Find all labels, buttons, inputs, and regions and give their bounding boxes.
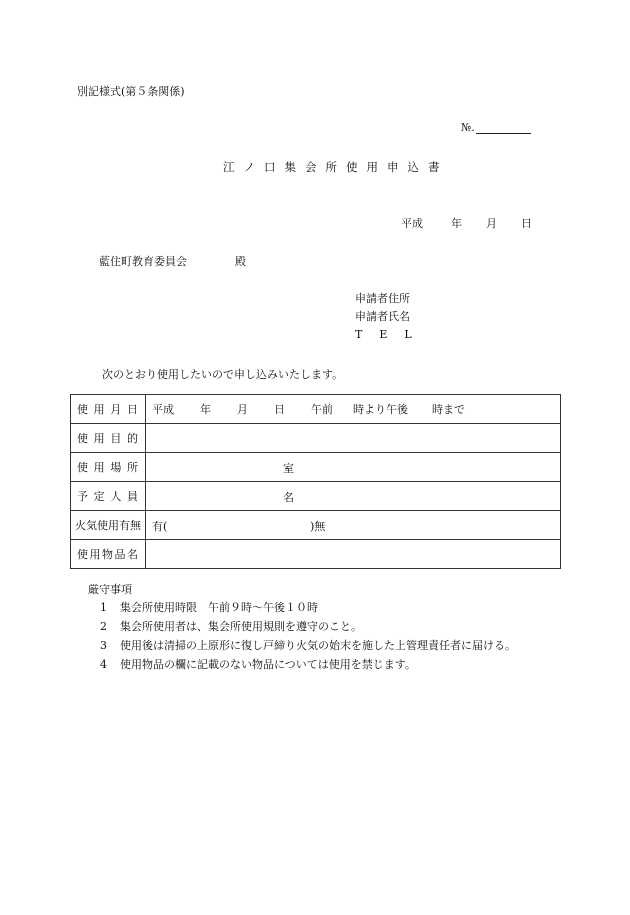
addressee-name: 藍住町教育委員会 [99, 255, 187, 268]
fire-no: )無 [310, 520, 326, 533]
date-month-unit: 月 [486, 217, 497, 230]
row-label: 使 用 目 的 [71, 424, 146, 453]
document-number-label: №. [461, 121, 475, 134]
rules-title: 厳守事項 [88, 583, 132, 596]
addressee [99, 255, 246, 269]
date-day-unit: 日 [521, 217, 532, 230]
addressee-honorific: 殿 [235, 255, 246, 268]
row-label: 火気使用有無 [71, 511, 146, 540]
table-row-location [71, 453, 561, 482]
table-row-fire-use [71, 511, 561, 540]
usage-date-field[interactable]: 平成 年 月 日 午前 時より午後 時まで [146, 395, 561, 424]
row-label: 使 用 物 品 名 [71, 540, 146, 569]
table-row-items [71, 540, 561, 569]
location-field[interactable] [146, 453, 561, 482]
fire-use-field[interactable] [146, 511, 561, 540]
table-row-purpose [71, 424, 561, 453]
date-era: 平成 [401, 217, 423, 230]
table-row-attendees [71, 482, 561, 511]
table-row-usage-date [71, 395, 561, 424]
row-label: 使 用 場 所 [71, 453, 146, 482]
application-table [70, 394, 561, 569]
rule-item: 2 集会所使用者は、集会所使用規則を遵守のこと。 [100, 620, 362, 633]
application-date [401, 217, 532, 231]
document-number-field[interactable] [476, 133, 531, 134]
row-label: 予 定 人 員 [71, 482, 146, 511]
rule-item: 1 集会所使用時限 午前９時～午後１０時 [100, 601, 318, 614]
items-field[interactable] [146, 540, 561, 569]
people-unit: 名 [283, 491, 294, 504]
fire-yes: 有( [152, 520, 168, 533]
rule-item: 4 使用物品の欄に記載のない物品については使用を禁じます。 [100, 658, 416, 671]
applicant-address-label: 申請者住所 [355, 292, 410, 305]
applicant-tel-label: T E L [355, 328, 412, 341]
applicant-name-label: 申請者氏名 [355, 310, 410, 323]
row-label: 使 用 月 日 [71, 395, 146, 424]
date-year-unit: 年 [451, 217, 462, 230]
rule-item: 3 使用後は清掃の上原形に復し戸締り火気の始末を施した上管理責任者に届ける。 [100, 639, 516, 652]
purpose-field[interactable] [146, 424, 561, 453]
intro-text: 次のとおり使用したいので申し込みいたします。 [102, 368, 344, 381]
applicant-block [355, 292, 412, 346]
attendees-field[interactable] [146, 482, 561, 511]
room-unit: 室 [283, 462, 294, 475]
form-identifier: 別記様式(第５条関係) [77, 85, 185, 98]
page-title: 江ノ口集会所使用申込書 [223, 160, 449, 174]
